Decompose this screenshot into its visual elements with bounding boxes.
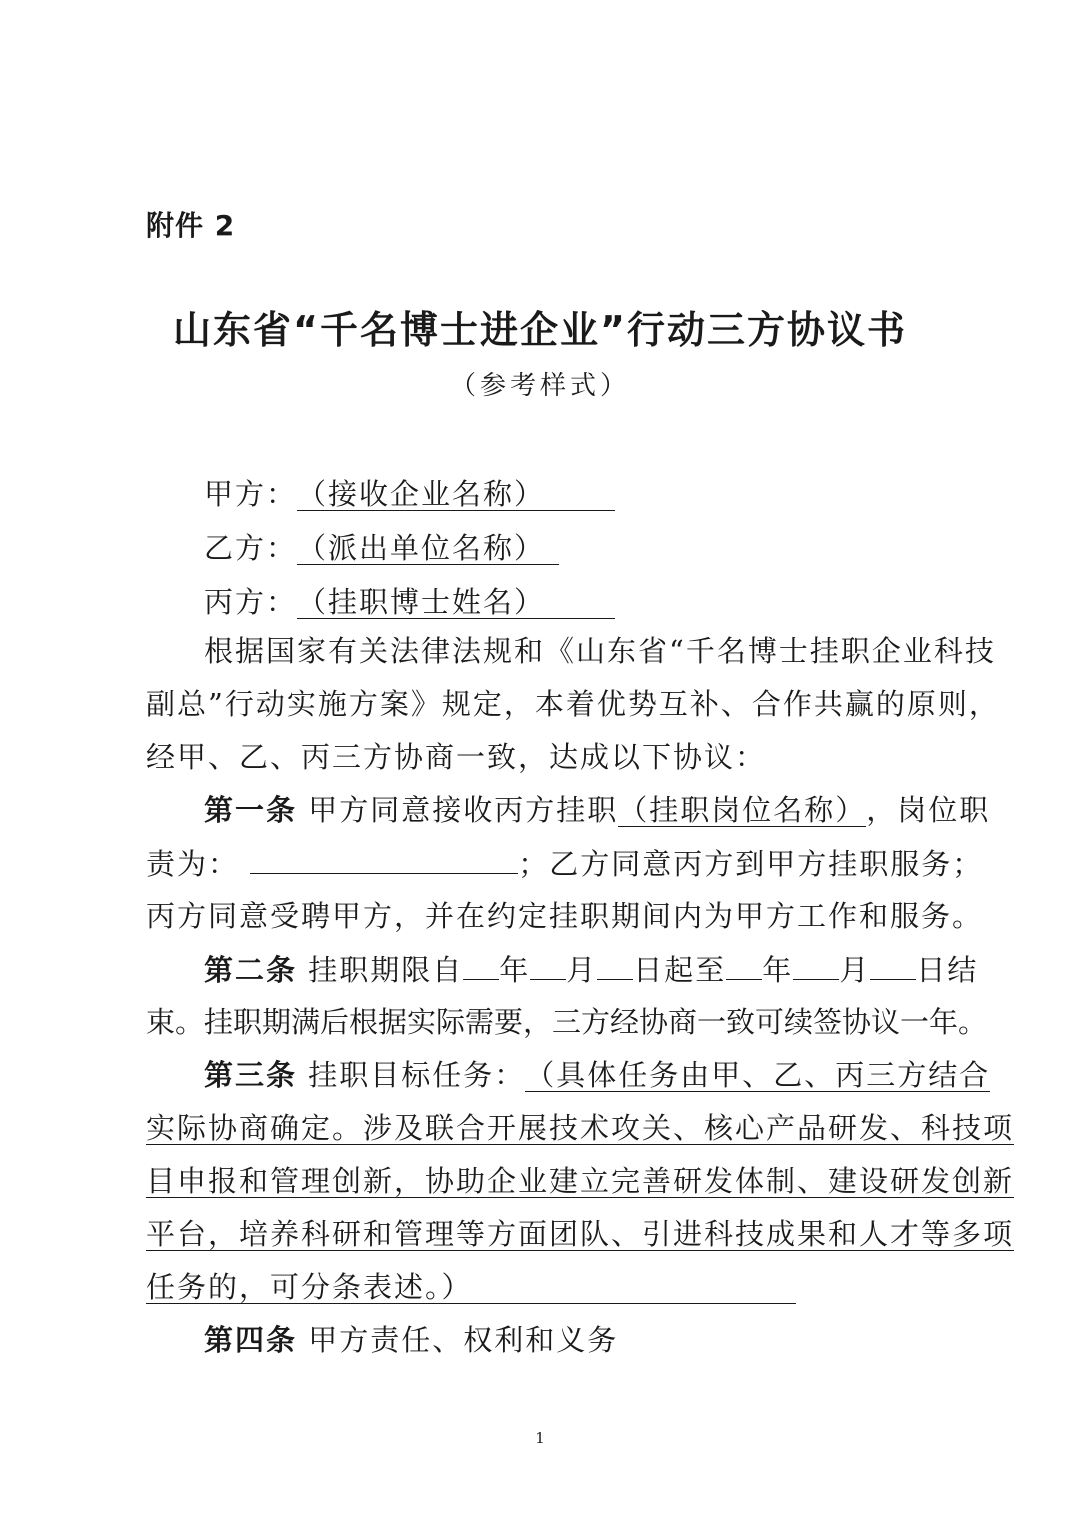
article-1-position: （挂职岗位名称） (618, 793, 867, 827)
document-title: 山东省“千名博士进企业”行动三方协议书 (173, 308, 907, 352)
party-b (204, 530, 559, 566)
year-start-blank (463, 951, 499, 980)
intro-line-2: 副总”行动实施方案》规定，本着优势互补、合作共赢的原则， (146, 687, 1000, 721)
article-3-task-3: 目申报和管理创新，协助企业建立完善研发体制、建设研发创新 (146, 1164, 1015, 1198)
day-end-blank (870, 951, 916, 980)
intro-line-3: 经甲、乙、丙三方协商一致，达成以下协议： (146, 740, 767, 774)
day-start-blank (597, 951, 633, 980)
article-3-task-2: 实际协商确定。涉及联合开展技术攻关、核心产品研发、科技项 (146, 1111, 1015, 1145)
article-3-line-2 (146, 1110, 1014, 1146)
party-c-value: （挂职博士姓名） (297, 586, 615, 619)
article-2-text: 挂职期限自 (308, 953, 464, 987)
month-start-label: 月 (566, 953, 598, 987)
month-start-blank (530, 951, 566, 980)
article-2-line-2: 束。挂职期满后根据实际需要，三方经协商一致可续签协议一年。 (146, 1005, 988, 1039)
party-c-label: 丙方： (204, 585, 298, 619)
party-c (204, 584, 615, 620)
duty-blank (250, 845, 518, 874)
article-4-line-1 (204, 1322, 618, 1358)
page-number: 1 (535, 1429, 545, 1447)
article-1-duty-label: 责为： (146, 847, 240, 881)
year-end-blank (726, 951, 762, 980)
article-4-text: 甲方责任、权利和义务 (308, 1323, 619, 1357)
article-4-heading: 第四条 (204, 1323, 298, 1357)
year-end-label: 年 (762, 953, 794, 987)
month-end-label: 月 (839, 953, 871, 987)
article-3-line-1 (204, 1057, 990, 1093)
article-2-line-1 (204, 951, 978, 988)
intro-line-1: 根据国家有关法律法规和《山东省“千名博士挂职企业科技 (204, 634, 996, 668)
year-start-label: 年 (499, 953, 531, 987)
party-a (204, 476, 615, 512)
article-3-line-3 (146, 1163, 1014, 1199)
article-2-heading: 第二条 (204, 953, 298, 987)
party-a-label: 甲方： (204, 477, 298, 511)
article-1-line-3: 丙方同意受聘甲方，并在约定挂职期间内为甲方工作和服务。 (146, 899, 984, 933)
article-3-task-4: 平台，培养科研和管理等方面团队、引进科技成果和人才等多项 (146, 1217, 1015, 1251)
party-a-value: （接收企业名称） (297, 478, 615, 511)
month-end-blank (793, 951, 839, 980)
article-1-text: 甲方同意接收丙方挂职 (308, 793, 619, 827)
day-end-label: 日结 (916, 953, 979, 987)
attachment-label: 附件 2 (146, 209, 236, 242)
article-1-text-d: ；乙方同意丙方到甲方挂职服务； (518, 847, 984, 881)
document-subtitle: （参考样式） (449, 371, 630, 401)
article-1-line-2 (146, 845, 983, 882)
article-3-task-5: 任务的，可分条表述。） (146, 1271, 796, 1304)
article-1-line-1 (204, 792, 990, 828)
party-b-label: 乙方： (204, 531, 298, 565)
article-3-text: 挂职目标任务： (308, 1058, 526, 1092)
article-3-heading: 第三条 (204, 1058, 298, 1092)
article-1-text-b: ，岗位职 (866, 793, 991, 827)
party-b-value: （派出单位名称） (297, 532, 559, 565)
article-3-line-5 (146, 1269, 796, 1305)
article-3-task-1: （具体任务由甲、乙、丙三方结合 (525, 1058, 991, 1092)
article-1-heading: 第一条 (204, 793, 298, 827)
day-start-label: 日起至 (633, 953, 727, 987)
article-3-line-4 (146, 1216, 1014, 1252)
